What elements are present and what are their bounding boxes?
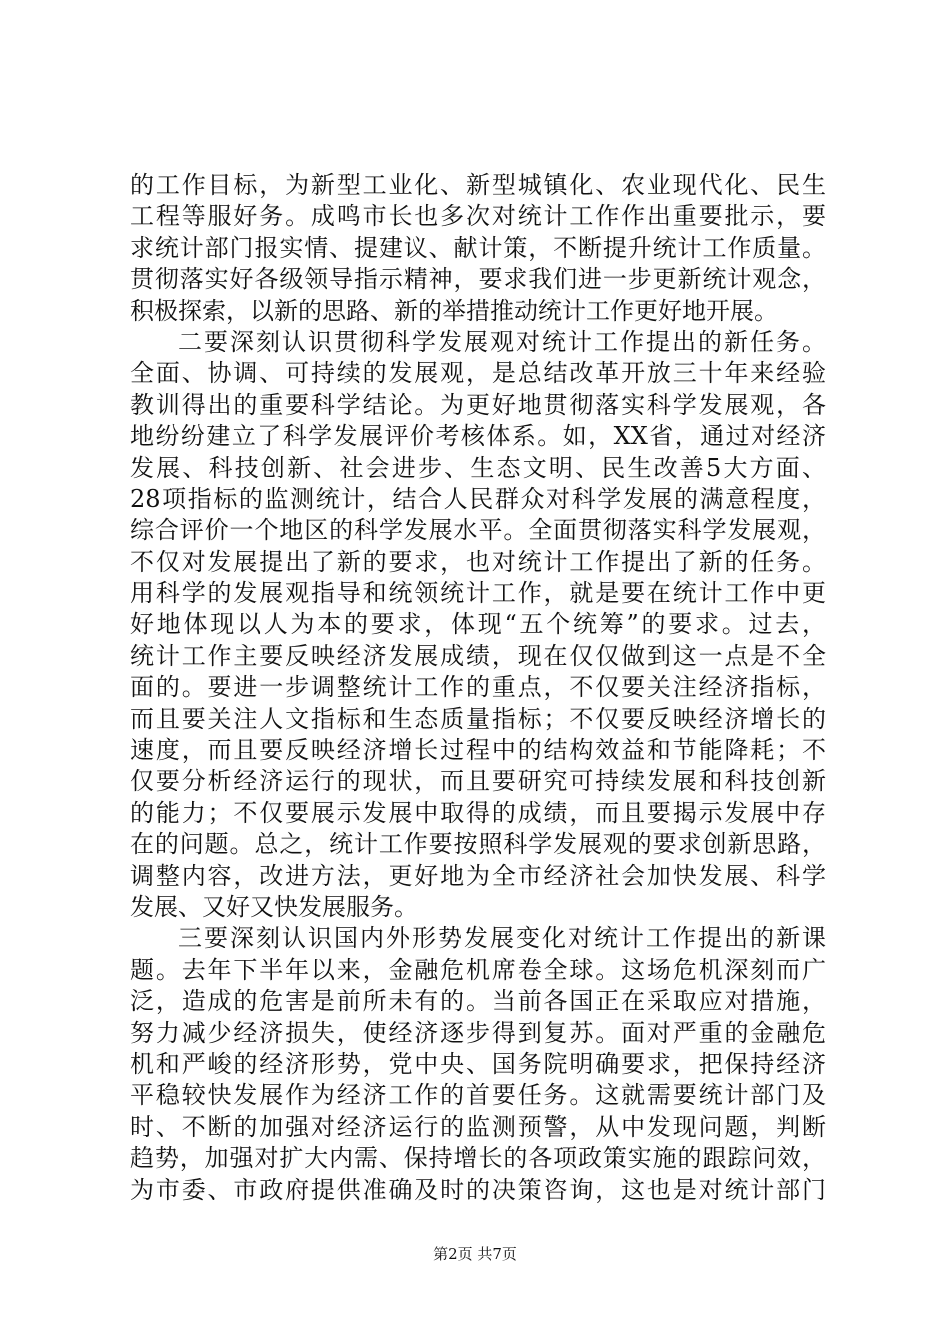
text-line: 求统计部门报实情、提建议、献计策，不断提升统计工作质量。 <box>130 233 826 262</box>
text-line: 用科学的发展观指导和统领统计工作，就是要在统计工作中更 <box>130 579 826 608</box>
text-line: 努力减少经济损失，使经济逐步得到复苏。面对严重的金融危 <box>130 1018 826 1047</box>
text-line: 工程等服好务。成鸣市长也多次对统计工作作出重要批示，要 <box>130 202 826 231</box>
text-line: 调整内容，改进方法，更好地为全市经济社会加快发展、科学 <box>130 861 826 890</box>
text-line: 泛，造成的危害是前所未有的。当前各国正在采取应对措施， <box>130 987 826 1016</box>
text-line: 时、不断的加强对经济运行的监测预警，从中发现问题，判断 <box>130 1112 826 1141</box>
text-line: 不仅对发展提出了新的要求，也对统计工作提出了新的任务。 <box>130 547 826 576</box>
text-line: 趋势，加强对扩大内需、保持增长的各项政策实施的跟踪问效， <box>130 1144 826 1173</box>
text-line: 机和严峻的经济形势，党中央、国务院明确要求，把保持经济 <box>130 1049 826 1078</box>
page-footer <box>0 1244 950 1264</box>
text-line: 地纷纷建立了科学发展评价考核体系。如，XX省，通过对经济 <box>130 422 826 451</box>
page-number-label: 第2页 共7页 <box>433 1245 517 1263</box>
text-line: 的能力；不仅要展示发展中取得的成绩，而且要揭示发展中存 <box>130 798 826 827</box>
text-line: 统计工作主要反映经济发展成绩，现在仅仅做到这一点是不全 <box>130 641 826 670</box>
text-line: 仅要分析经济运行的现状，而且要研究可持续发展和科技创新 <box>130 767 826 796</box>
text-line: 在的问题。总之，统计工作要按照科学发展观的要求创新思路， <box>130 830 826 859</box>
text-line: 综合评价一个地区的科学发展水平。全面贯彻落实科学发展观， <box>130 516 826 545</box>
document-body <box>130 170 826 1206</box>
text-line: 面的。要进一步调整统计工作的重点，不仅要关注经济指标， <box>130 673 826 702</box>
text-line: 全面、协调、可持续的发展观，是总结改革开放三十年来经验 <box>130 359 826 388</box>
text-line: 的工作目标，为新型工业化、新型城镇化、农业现代化、民生 <box>130 171 826 199</box>
text-line: 速度，而且要反映经济增长过程中的结构效益和节能降耗；不 <box>130 736 826 765</box>
text-line: 发展、又好又快发展服务。 <box>130 892 418 921</box>
text-line: 好地体现以人为本的要求，体现“五个统筹”的要求。过去， <box>130 610 826 639</box>
text-line: 28项指标的监测统计，结合人民群众对科学发展的满意程度， <box>130 484 826 513</box>
text-line: 题。去年下半年以来，金融危机席卷全球。这场危机深刻而广 <box>130 955 826 984</box>
text-line: 为市委、市政府提供准确及时的决策咨询，这也是对统计部门 <box>130 1175 826 1204</box>
text-line: 发展、科技创新、社会进步、生态文明、民生改善5大方面、 <box>130 453 826 482</box>
text-line: 教训得出的重要科学结论。为更好地贯彻落实科学发展观，各 <box>130 390 826 419</box>
text-line: 三要深刻认识国内外形势发展变化对统计工作提出的新课 <box>178 924 826 953</box>
text-line: 积极探索，以新的思路、新的举措推动统计工作更好地开展。 <box>130 296 778 325</box>
text-line: 而且要关注人文指标和生态质量指标；不仅要反映经济增长的 <box>130 704 826 733</box>
text-line: 平稳较快发展作为经济工作的首要任务。这就需要统计部门及 <box>130 1081 826 1110</box>
text-line: 贯彻落实好各级领导指示精神，要求我们进一步更新统计观念， <box>130 265 826 294</box>
text-line: 二要深刻认识贯彻科学发展观对统计工作提出的新任务。 <box>178 327 826 356</box>
